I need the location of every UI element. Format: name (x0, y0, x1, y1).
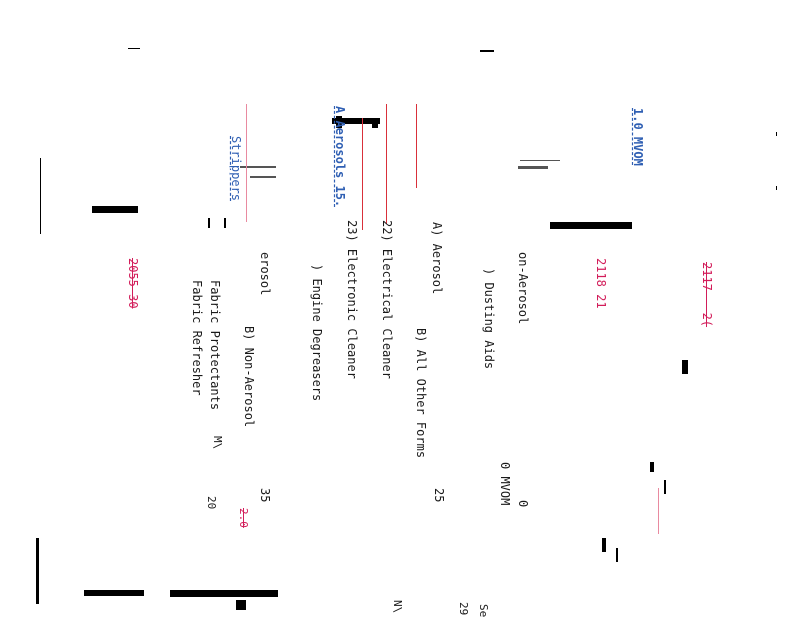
item-fabric-protectants: Fabric Protectants (208, 280, 222, 411)
small-mark (650, 462, 654, 472)
black-bar (550, 222, 632, 229)
pink-rule (246, 104, 247, 222)
black-bar (84, 590, 144, 596)
item-dusting-aids: ) Dusting Aids (482, 268, 496, 370)
fragment-text: 20 (205, 496, 218, 510)
header-code: 1.0 MVOM (631, 108, 645, 166)
small-mark (682, 360, 688, 374)
item-non-aerosol-top: on-Aerosol (516, 252, 530, 325)
dash-mark (128, 48, 140, 49)
edge-line (36, 538, 39, 604)
value-35: 35 (258, 488, 272, 503)
small-mark (236, 600, 246, 610)
item-electronic-cleaner: 23) Electronic Cleaner (345, 220, 359, 379)
pink-rule (658, 488, 659, 534)
ref-code-2118: 2118 21 (594, 258, 608, 309)
small-mark (776, 132, 777, 136)
small-mark (616, 548, 618, 562)
small-mark (776, 186, 777, 190)
item-aerosol-b: erosol (258, 252, 272, 296)
black-bar (170, 590, 278, 597)
redaction-mark (372, 118, 378, 128)
scribble-mark (250, 176, 276, 178)
ref-code-side: 2.0 (237, 508, 250, 528)
section-strippers: Strippers (229, 136, 243, 202)
small-mark (224, 218, 226, 228)
scribble-mark (520, 160, 560, 161)
red-rule (386, 104, 387, 224)
item-engine-degreasers: ) Engine Degreasers (310, 264, 324, 402)
section-aerosols: A Aerosols 15. (333, 106, 347, 208)
red-rule (416, 104, 417, 188)
value-mvom: 0 MVOM (498, 462, 512, 506)
ref-code-2117: 2117-- 2( (700, 262, 714, 328)
item-all-other-forms: B) All Other Forms (414, 328, 428, 459)
fragment-text: Se (477, 604, 490, 618)
value-other-forms: 25 (432, 488, 446, 503)
fragment-text: M\ (211, 436, 224, 450)
value-zero: 0 (516, 500, 530, 508)
edge-line (40, 158, 41, 234)
small-mark (208, 218, 210, 228)
item-fabric-refresher: Fabric Refresher (190, 280, 204, 396)
dash-mark (480, 50, 494, 52)
ref-code-2055: 2055 30 (126, 258, 140, 309)
scribble-mark (518, 166, 548, 169)
red-rule (362, 118, 363, 230)
item-electrical-cleaner: 22) Electrical Cleaner (380, 220, 394, 379)
fragment-text: 29 (457, 602, 470, 616)
small-mark (602, 538, 606, 552)
item-aerosol-a: A) Aerosol (430, 222, 444, 295)
black-bar (92, 206, 138, 213)
fragment-text: N\ (391, 600, 404, 614)
small-mark (664, 480, 666, 494)
item-non-aerosol-b: B) Non-Aerosol (242, 326, 256, 428)
